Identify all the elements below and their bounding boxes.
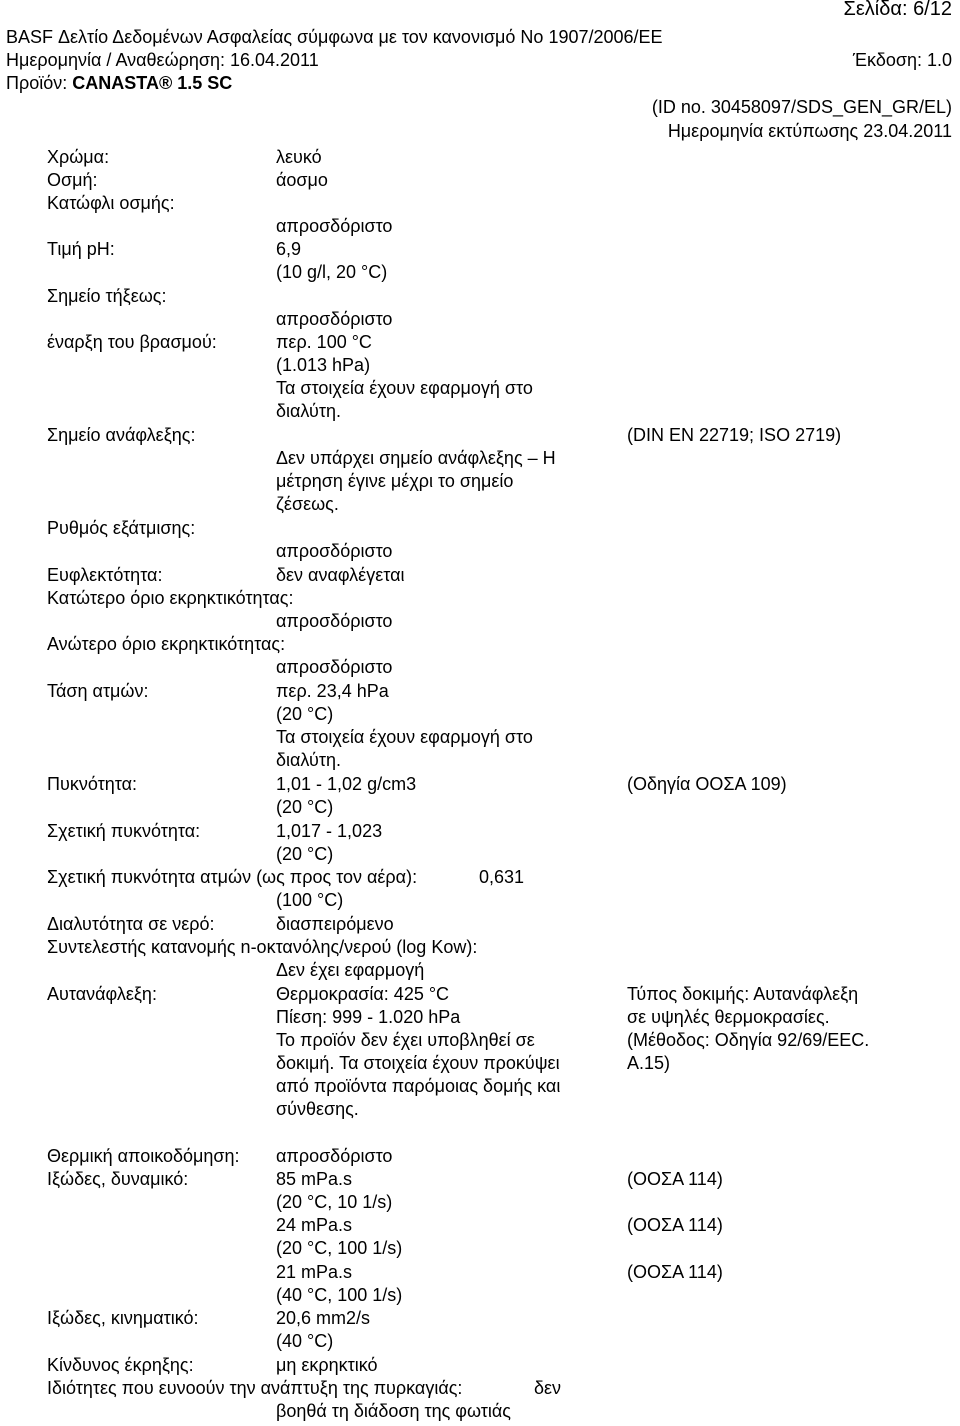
explosion-hazard-label: Κίνδυνος έκρηξης: — [47, 1355, 194, 1375]
dynamic-viscosity-method: (ΟΟΣΑ 114) — [627, 1215, 723, 1235]
autoignition-temperature: Θερμοκρασία: 425 °C — [276, 984, 450, 1004]
boiling-point-note: διαλύτη. — [276, 401, 341, 421]
vapour-density-condition: (100 °C) — [276, 890, 344, 910]
density-method: (Οδηγία ΟΟΣΑ 109) — [627, 774, 787, 794]
dynamic-viscosity-label: Ιξώδες, δυναμικό: — [47, 1169, 189, 1189]
odor-value: άοσμο — [276, 170, 328, 190]
dynamic-viscosity-condition: (40 °C, 100 1/s) — [276, 1285, 403, 1305]
explosion-hazard-value: μη εκρηκτικό — [276, 1355, 378, 1375]
dynamic-viscosity-condition: (20 °C, 10 1/s) — [276, 1192, 393, 1212]
dynamic-viscosity-method: (ΟΟΣΑ 114) — [627, 1169, 723, 1189]
lower-explosion-limit-value: απροσδόριστο — [276, 611, 393, 631]
flash-point-label: Σημείο ανάφλεξης: — [47, 425, 196, 445]
color-label: Χρώμα: — [47, 147, 110, 167]
odor-threshold-value: απροσδόριστο — [276, 216, 393, 236]
odor-threshold-label: Κατώφλι οσμής: — [47, 193, 175, 213]
density-condition: (20 °C) — [276, 797, 334, 817]
print-date: Ημερομηνία εκτύπωσης 23.04.2011 — [667, 121, 952, 141]
dynamic-viscosity-value: 24 mPa.s — [276, 1215, 353, 1235]
thermal-decomposition-value: απροσδόριστο — [276, 1146, 393, 1166]
autoignition-method: (Μέθοδος: Οδηγία 92/69/EEC. — [627, 1030, 870, 1050]
product-label: Προϊόν: — [6, 73, 68, 93]
vapour-pressure-value: περ. 23,4 hPa — [276, 681, 389, 701]
melting-point-value: απροσδόριστο — [276, 309, 393, 329]
revision-date: Ημερομηνία / Αναθεώρηση: 16.04.2011 — [6, 50, 319, 70]
relative-density-value: 1,017 - 1,023 — [276, 821, 383, 841]
dynamic-viscosity-value: 85 mPa.s — [276, 1169, 353, 1189]
vapour-density-value: 0,631 — [479, 867, 525, 887]
boiling-point-value: περ. 100 °C — [276, 332, 372, 352]
autoignition-note: δοκιμή. Τα στοιχεία έχουν προκύψει — [276, 1053, 560, 1073]
boiling-point-label: έναρξη του βρασμού: — [47, 332, 217, 352]
thermal-decomposition-label: Θερμική αποικοδόμηση: — [47, 1146, 240, 1166]
fire-properties-value: βοηθά τη διάδοση της φωτιάς — [276, 1401, 511, 1421]
kinematic-viscosity-label: Ιξώδες, κινηματικό: — [47, 1308, 199, 1328]
vapour-density-label: Σχετική πυκνότητα ατμών (ως προς τον αέρα): — [47, 867, 418, 887]
upper-explosion-limit-value: απροσδόριστο — [276, 657, 393, 677]
partition-coefficient-value: Δεν έχει εφαρμογή — [276, 960, 425, 980]
flammability-value: δεν αναφλέγεται — [276, 565, 405, 585]
lower-explosion-limit-label: Κατώτερο όριο εκρηκτικότητας: — [47, 588, 294, 608]
vapour-pressure-condition: (20 °C) — [276, 704, 334, 724]
water-solubility-value: διασπειρόμενο — [276, 914, 394, 934]
relative-density-condition: (20 °C) — [276, 844, 334, 864]
flash-point-value: ζέσεως. — [276, 494, 339, 514]
flash-point-value: μέτρηση έγινε μέχρι το σημείο — [276, 471, 514, 491]
kinematic-viscosity-value: 20,6 mm2/s — [276, 1308, 371, 1328]
color-value: λευκό — [276, 147, 322, 167]
autoignition-method: σε υψηλές θερμοκρασίες. — [627, 1007, 830, 1027]
boiling-point-condition: (1.013 hPa) — [276, 355, 371, 375]
document-title: BASF Δελτίο Δεδομένων Ασφαλείας σύμφωνα με τον κανονισμό No 1907/2006/ΕΕ — [6, 27, 663, 47]
dynamic-viscosity-condition: (20 °C, 100 1/s) — [276, 1238, 403, 1258]
ph-condition: (10 g/l, 20 °C) — [276, 262, 388, 282]
vapour-pressure-note: διαλύτη. — [276, 750, 341, 770]
page-number: Σελίδα: 6/12 — [843, 0, 952, 20]
product-line — [6, 72, 232, 95]
kinematic-viscosity-condition: (40 °C) — [276, 1331, 334, 1351]
fire-properties-label: Ιδιότητες που ευνοούν την ανάπτυξη της πυρκαγιάς: — [47, 1378, 463, 1398]
version: Έκδοση: 1.0 — [852, 50, 952, 70]
relative-density-label: Σχετική πυκνότητα: — [47, 821, 201, 841]
density-value: 1,01 - 1,02 g/cm3 — [276, 774, 417, 794]
autoignition-pressure: Πίεση: 999 - 1.020 hPa — [276, 1007, 461, 1027]
autoignition-method: Τύπος δοκιμής: Αυτανάφλεξη — [627, 984, 859, 1004]
flammability-label: Ευφλεκτότητα: — [47, 565, 163, 585]
evaporation-rate-label: Ρυθμός εξάτμισης: — [47, 518, 196, 538]
density-label: Πυκνότητα: — [47, 774, 137, 794]
evaporation-rate-value: απροσδόριστο — [276, 541, 393, 561]
upper-explosion-limit-label: Ανώτερο όριο εκρηκτικότητας: — [47, 634, 286, 654]
dynamic-viscosity-method: (ΟΟΣΑ 114) — [627, 1262, 723, 1282]
fire-properties-value: δεν — [534, 1378, 562, 1398]
melting-point-label: Σημείο τήξεως: — [47, 286, 167, 306]
odor-label: Οσμή: — [47, 170, 98, 190]
ph-value: 6,9 — [276, 239, 302, 259]
water-solubility-label: Διαλυτότητα σε νερό: — [47, 914, 215, 934]
autoignition-note: Το προϊόν δεν έχει υποβληθεί σε — [276, 1030, 535, 1050]
autoignition-label: Αυτανάφλεξη: — [47, 984, 157, 1004]
autoignition-note: σύνθεσης. — [276, 1099, 359, 1119]
partition-coefficient-label: Συντελεστής κατανομής n-οκτανόλης/νερού (log Kow): — [47, 937, 478, 957]
flash-point-value: Δεν υπάρχει σημείο ανάφλεξης – Η — [276, 448, 556, 468]
vapour-pressure-note: Τα στοιχεία έχουν εφαρμογή στο — [276, 727, 533, 747]
ph-label: Τιμή pH: — [47, 239, 115, 259]
autoignition-method: A.15) — [627, 1053, 671, 1073]
boiling-point-note: Τα στοιχεία έχουν εφαρμογή στο — [276, 378, 533, 398]
dynamic-viscosity-value: 21 mPa.s — [276, 1262, 353, 1282]
flash-point-method: (DIN EN 22719; ISO 2719) — [627, 425, 842, 445]
product-name: CANASTA® 1.5 SC — [72, 73, 233, 93]
vapour-pressure-label: Τάση ατμών: — [47, 681, 149, 701]
id-number: (ID no. 30458097/SDS_GEN_GR/EL) — [651, 97, 952, 117]
autoignition-note: από προϊόντα παρόμοιας δομής και — [276, 1076, 561, 1096]
